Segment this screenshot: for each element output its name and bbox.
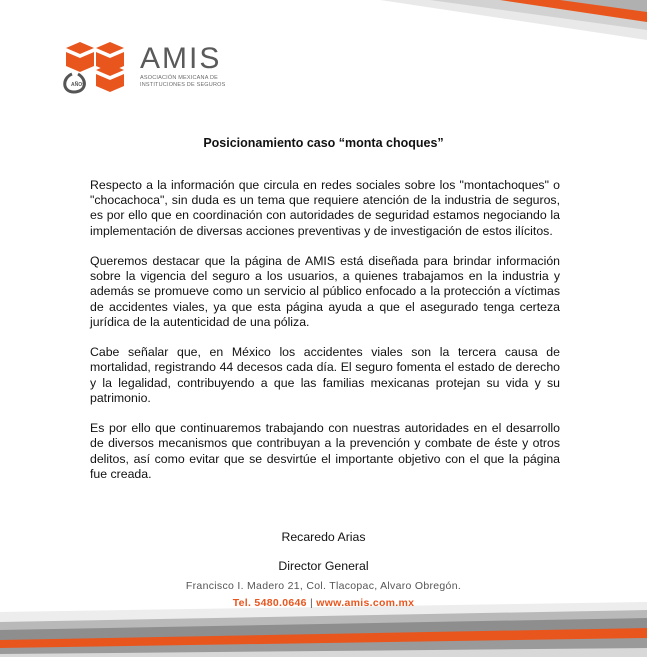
logo-wordmark: AMIS [140,42,222,75]
document-title: Posicionamiento caso “monta choques” [203,136,444,150]
logo-anos-label: AÑOS [71,82,86,88]
footer-phone: Tel. 5480.0646 [232,597,307,609]
footer-separator: | [309,597,314,609]
footer-website-link[interactable]: www.amis.com.mx [316,597,415,609]
amis-80-emblem-icon [58,38,130,94]
document-body [90,178,560,497]
footer-contact [0,597,647,609]
signature-role: Director General [278,559,369,573]
body-paragraph: Es por ello que continuaremos trabajando con nuestras autoridades en el desarrollo de diversos mecanismos que contribuyan a la prevención y combate de éste y otros delitos, así como evitar que se desvirtúe el importante objetivo con el que la página fue creada. [90,421,560,481]
logo-subtitle-line-1: ASOCIACIÓN MEXICANA DE [140,75,219,81]
body-paragraph: Cabe señalar que, en México los accidentes viales son la tercera causa de mortalidad, registrando 44 decesos cada día. El seguro fomenta el estado de derecho y la legalidad, contribuyendo a que las familias mexicanas protejan su vida y su patrimonio. [90,345,560,405]
logo-subtitle-line-2: INSTITUCIONES DE SEGUROS [140,82,226,88]
body-paragraph: Respecto a la información que circula en redes sociales sobre los "montachoques" o "chocachoca", sin duda es un tema que requiere atención de la industria de seguros, es por ello que en coordinación con autoridades de seguridad estamos negociando la implementación de diversas acciones preventivas y de investigación de estos ilícitos. [90,178,560,238]
amis-logo [58,38,228,96]
footer-address: Francisco I. Madero 21, Col. Tlacopac, Alvaro Obregón. [185,580,462,592]
body-paragraph: Queremos destacar que la página de AMIS está diseñada para brindar información sobre la vigencia del seguro a los usuarios, a quienes trabajamos en la industria y además se promueve como un servicio al público enfocado a la protección a víctimas de accidentes viales, ya que esta página ayuda a que el asegurado tenga certeza jurídica de la autenticidad de una póliza. [90,254,560,329]
signature-name: Recaredo Arias [281,530,366,544]
